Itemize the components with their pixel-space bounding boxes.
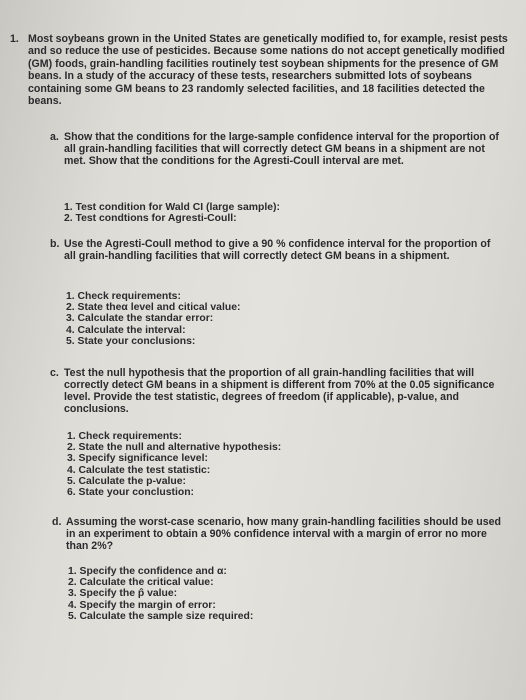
step-item: 2. Calculate the critical value:: [68, 577, 214, 589]
part-c-letter: c.: [50, 367, 59, 379]
part-d-steps: [68, 566, 253, 622]
part-a-steps: [64, 202, 280, 224]
step-item: 5. State your conclusions:: [66, 335, 196, 347]
step-item: 2. Test condtions for Agresti-Coull:: [64, 213, 237, 225]
step-item: 3. Specify the p̂ value:: [68, 588, 178, 600]
step-item: 6. State your conclustion:: [67, 487, 195, 499]
part-a-letter: a.: [50, 131, 59, 143]
step-item: 5. Calculate the p-value:: [67, 475, 186, 487]
part-d-letter: d.: [52, 516, 62, 528]
step-item: 1. Specify the confidence and α:: [68, 566, 227, 577]
part-d-question: Assuming the worst-case scenario, how many grain-handling facilities should be used in an experiment to obtain a 90% confidence interval with a margin of error no more than 2%?: [66, 516, 502, 552]
step-item: 4. Specify the margin of error:: [68, 599, 216, 611]
step-item: 1. Check requirements:: [67, 431, 182, 442]
step-item: 1. Check requirements:: [66, 291, 181, 302]
part-b-question: Use the Agresti-Coull method to give a 90 % confidence interval for the proportion of all grain-handling facilities that will correctly detect GM beans in a shipment.: [64, 238, 491, 262]
step-item: 1. Test condition for Wald CI (large sample):: [64, 202, 280, 213]
step-item: 3. Calculate the standar error:: [66, 313, 214, 325]
step-item: 5. Calculate the sample size required:: [68, 610, 254, 622]
step-item: 2. State the null and alternative hypothesis:: [67, 442, 282, 454]
step-item: 4. Calculate the interval:: [66, 324, 186, 336]
part-c-question: Test the null hypothesis that the proportion of all grain-handling facilities that will correctly detect GM beans in a shipment is different from 70% at the 0.05 significance level. Provide the test statistic, degrees of freedom (if applicable), p-value, and conclusions.: [64, 367, 495, 415]
step-item: 2. State theα level and citical value:: [66, 302, 241, 314]
step-item: 3. Specify significance level:: [67, 453, 208, 465]
part-c-steps: [67, 431, 281, 498]
step-item: 4. Calculate the test statistic:: [67, 464, 211, 476]
part-b-steps: [66, 291, 240, 347]
part-b-letter: b.: [50, 238, 60, 250]
problem-number: 1.: [10, 33, 19, 45]
part-a-question: Show that the conditions for the large-sample confidence interval for the proportion of all grain-handling facilities that will correctly detect GM beans in a shipment are not met. Show that the conditions for the Agresti-Coull interval are met.: [64, 131, 499, 167]
problem-text: Most soybeans grown in the United States are genetically modified to, for example, resist pests and so reduce the use of pesticides. Because some nations do not accept genetically modified (GM) foods, grain-handling facilities routinely test soybean shipments for the presence of GM beans. In a study of the accuracy of these tests, researchers submitted lots of soybeans containing some GM beans to 23 randomly selected facilities, and 18 facilities detected the beans.: [28, 33, 508, 108]
